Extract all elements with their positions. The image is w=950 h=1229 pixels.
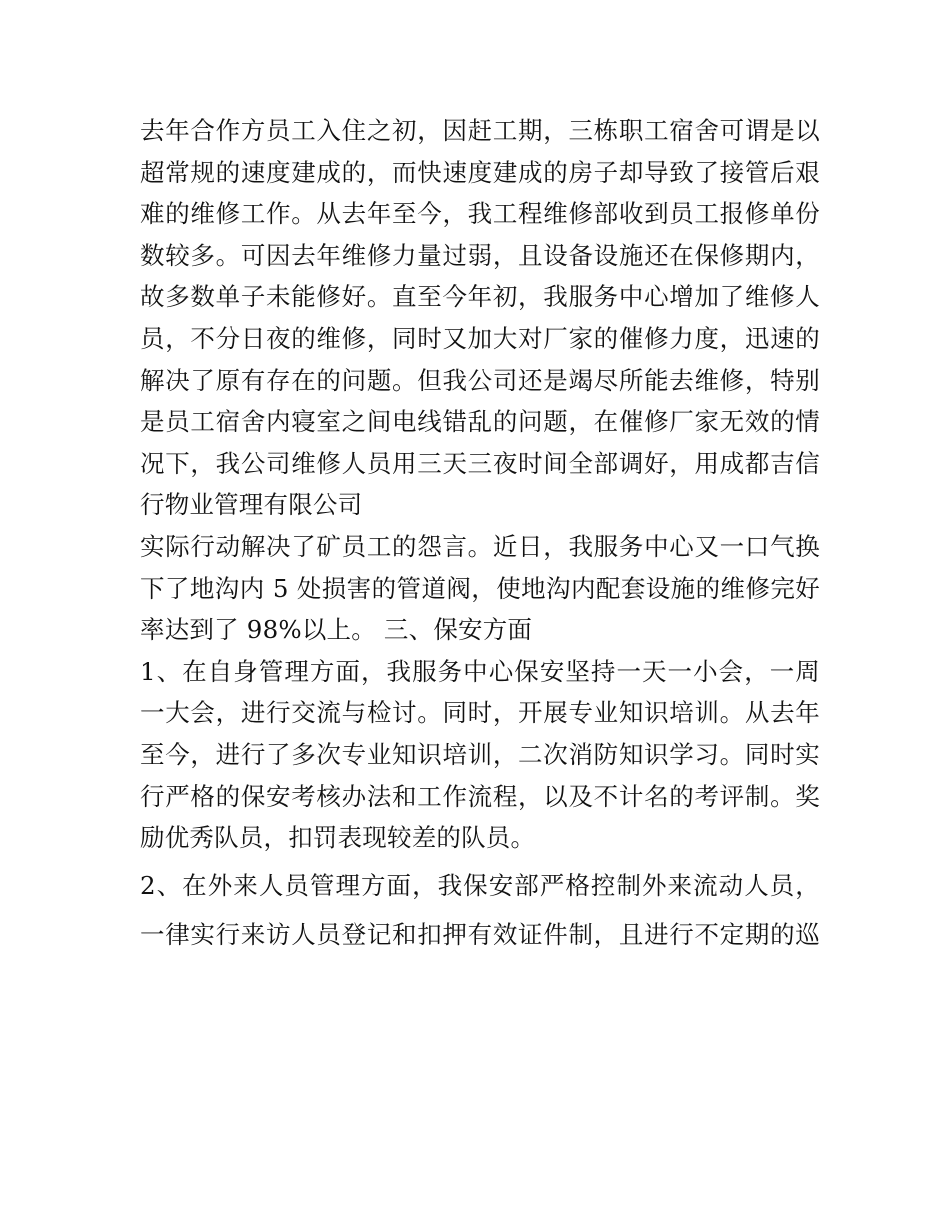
text-line: 1、在自身管理方面，我服务中心保安坚持一天一小会，一周	[140, 656, 820, 686]
text-line: 行物业管理有限公司	[140, 490, 363, 520]
text-line: 数较多。可因去年维修力量过弱，且设备设施还在保修期内，	[140, 240, 820, 270]
text-line: 是员工宿舍内寝室之间电线错乱的问题，在催修厂家无效的情	[140, 407, 820, 437]
document-body	[140, 110, 820, 956]
text-line: 超常规的速度建成的，而快速度建成的房子却导致了接管后艰	[140, 157, 820, 187]
text-line: 一律实行来访人员登记和扣押有效证件制，且进行不定期的巡	[140, 920, 820, 950]
text-line: 下了地沟内 5 处损害的管道阀，使地沟内配套设施的维修完好	[140, 573, 820, 603]
text-line: 一大会，进行交流与检讨。同时，开展专业知识培训。从去年	[140, 698, 820, 728]
text-line: 故多数单子未能修好。直至今年初，我服务中心增加了维修人	[140, 282, 820, 312]
text-line: 实际行动解决了矿员工的怨言。近日，我服务中心又一口气换	[140, 531, 820, 561]
text-line: 励优秀队员，扣罚表现较差的队员。	[140, 823, 536, 853]
text-line: 率达到了 98%以上。 三、保安方面	[140, 615, 533, 645]
text-line: 2、在外来人员管理方面，我保安部严格控制外来流动人员，	[140, 870, 820, 900]
text-line: 解决了原有存在的问题。但我公司还是竭尽所能去维修，特别	[140, 365, 820, 395]
text-line: 至今，进行了多次专业知识培训，二次消防知识学习。同时实	[140, 739, 820, 769]
text-line: 员，不分日夜的维修，同时又加大对厂家的催修力度，迅速的	[140, 323, 820, 353]
text-line: 况下，我公司维修人员用三天三夜时间全部调好，用成都吉信	[140, 448, 820, 478]
text-line: 难的维修工作。从去年至今，我工程维修部收到员工报修单份	[140, 199, 820, 229]
text-line: 去年合作方员工入住之初，因赶工期，三栋职工宿舍可谓是以	[140, 116, 820, 145]
text-line: 行严格的保安考核办法和工作流程，以及不计名的考评制。奖	[140, 781, 820, 811]
